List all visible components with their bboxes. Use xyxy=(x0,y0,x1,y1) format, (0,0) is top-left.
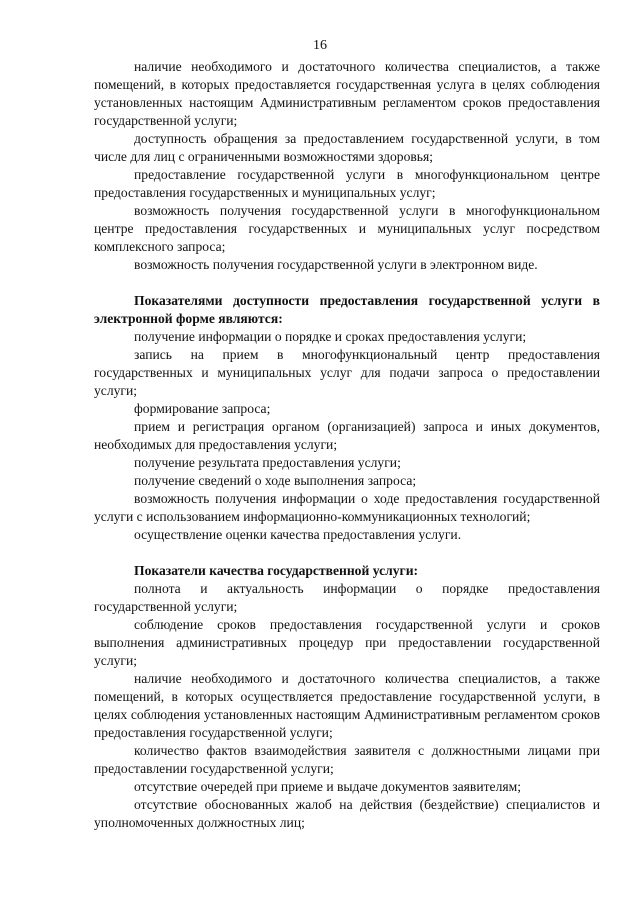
electronic-item-4: прием и регистрация органом (организацией) запроса и иных документов, необходимых для предоставления услуги; xyxy=(94,419,600,452)
page-number: 16 xyxy=(313,38,327,53)
intro-item-4: возможность получения государственной услуги в многофункциональном центре предоставления государственных и муниципальных услуг посредством комплексного запроса; xyxy=(94,203,600,254)
intro-item-5: возможность получения государственной услуги в электронном виде. xyxy=(134,257,538,272)
spacer xyxy=(94,274,600,292)
intro-item-2: доступность обращения за предоставлением государственной услуги, в том числе для лиц с ограниченными возможностями здоровья; xyxy=(94,131,600,164)
electronic-item-7: возможность получения информации о ходе предоставления государственной услуги с использованием информационно-коммуникационных технологий; xyxy=(94,491,600,524)
electronic-item-1: получение информации о порядке и сроках предоставления услуги; xyxy=(134,329,527,344)
quality-item-3: наличие необходимого и достаточного количества специалистов, а также помещений, в которых осуществляется предоставление государственной услуги, в целях соблюдения установленных настоящим Административным регламентом сроков предоставления государственной услуги; xyxy=(94,671,600,740)
quality-item-6: отсутствие обоснованных жалоб на действия (бездействие) специалистов и уполномоченных должностных лиц; xyxy=(94,797,600,830)
document-body xyxy=(94,58,600,832)
electronic-item-8: осуществление оценки качества предоставления услуги. xyxy=(134,527,462,542)
electronic-item-3: формирование запроса; xyxy=(134,401,271,416)
electronic-section-heading: Показателями доступности предоставления государственной услуги в электронной форме являются: xyxy=(94,293,600,326)
spacer xyxy=(94,544,600,562)
electronic-item-6: получение сведений о ходе выполнения запроса; xyxy=(134,473,417,488)
intro-item-3: предоставление государственной услуги в многофункциональном центре предоставления государственных и муниципальных услуг; xyxy=(94,167,600,200)
quality-item-5: отсутствие очередей при приеме и выдаче документов заявителям; xyxy=(134,779,521,794)
intro-item-1: наличие необходимого и достаточного количества специалистов, а также помещений, в которых предоставляется государственная услуга в целях соблюдения установленных настоящим Административным регламентом сроков предоставления государственной услуги; xyxy=(94,59,600,128)
quality-item-2: соблюдение сроков предоставления государственной услуги и сроков выполнения административных процедур при предоставлении государственной услуги; xyxy=(94,617,600,668)
electronic-item-2: запись на прием в многофункциональный центр предоставления государственных и муниципальных услуг для подачи запроса о предоставлении услуги; xyxy=(94,347,600,398)
quality-section-heading: Показатели качества государственной услуги: xyxy=(134,563,419,578)
electronic-item-5: получение результата предоставления услуги; xyxy=(134,455,401,470)
quality-item-4: количество фактов взаимодействия заявителя с должностными лицами при предоставлении государственной услуги; xyxy=(94,743,600,776)
quality-item-1: полнота и актуальность информации о порядке предоставления государственной услуги; xyxy=(94,581,600,614)
